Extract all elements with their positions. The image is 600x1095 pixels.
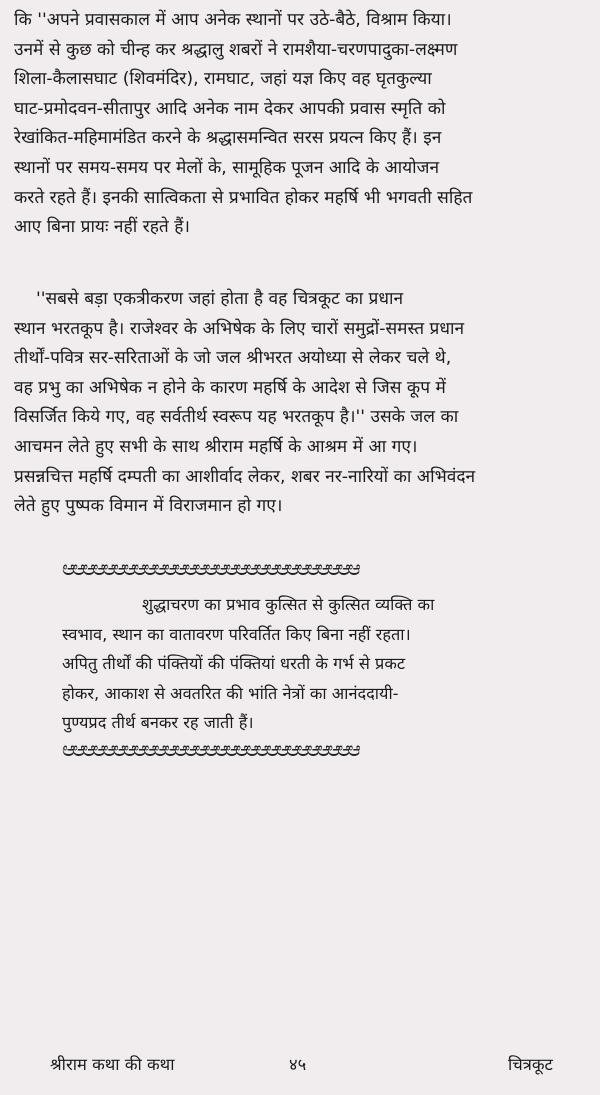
text-line: स्थानों पर समय-समय पर मेलों के, सामूहिक पूजन आदि के आयोजन: [14, 157, 440, 178]
footer-chapter: चित्रकूट: [508, 1055, 553, 1074]
quote-line: स्वभाव, स्थान का वातावरण परिवर्तित किए बिना नहीं रहता।: [62, 624, 411, 644]
text-line: विसर्जित किये गए, वह सर्वतीर्थ स्वरूप यह भरतकूप है।'' उसके जल का: [14, 407, 459, 428]
text-line: आए बिना प्रायः नहीं रहते हैं।: [14, 217, 190, 238]
text-line: तीर्थों-पवित्र सर-सरिताओं के जो जल श्रीभरत अयोध्या से लेकर चले थे,: [14, 348, 452, 369]
paragraph-1: [14, 6, 594, 243]
ornamental-border-bottom: ಆಆಆಆಆಆಆಆಆಆಆಆಆಆಆಆಆಆಆಆಆಆಆಆಆಆಆಆಆ: [62, 738, 358, 760]
text-line: स्थान भरतकूप है। राजेश्वर के अभिषेक के लिए चारों समुद्रों-समस्त प्रधान: [14, 318, 465, 339]
quote-line: पुण्यप्रद तीर्थ बनकर रह जाती हैं।: [62, 713, 254, 732]
quote-line: होकर, आकाश से अवतरित की भांति नेत्रों का आनंददायी-: [62, 683, 399, 703]
paragraph-2: [14, 285, 594, 522]
text-line: करते रहते हैं। इनकी सात्विकता से प्रभावित होकर महर्षि भी भगवती सहित: [14, 187, 473, 208]
text-line: वह प्रभु का अभिषेक न होने के कारण महर्षि के आदेश से जिस कूप में: [14, 377, 446, 398]
quote-line: शुद्धाचरण का प्रभाव कुत्सित से कुत्सित व्यक्ति का: [142, 595, 435, 614]
footer-page-number: ४५: [289, 1055, 307, 1074]
text-line: उनमें से कुछ को चीन्ह कर श्रद्धालु शबरों ने रामशैया-चरणपादुका-लक्ष्मण: [14, 39, 458, 60]
text-line: रेखांकित-महिमामंडित करने के श्रद्धासमन्वित सरस प्रयत्न किए हैं। इन: [14, 128, 442, 149]
highlighted-quote: [62, 590, 542, 738]
text-line: कि ''अपने प्रवासकाल में आप अनेक स्थानों पर उठे-बैठे, विश्राम किया।: [14, 10, 452, 30]
text-line: प्रसन्नचित्त महर्षि दम्पती का आशीर्वाद लेकर, शबर नर-नारियों का अभिवंदन: [14, 466, 476, 487]
footer-book-title: श्रीराम कथा की कथा: [50, 1055, 175, 1074]
text-line: आचमन लेते हुए सभी के साथ श्रीराम महर्षि के आश्रम में आ गए।: [14, 436, 418, 457]
ornamental-border-top: ಆಆಆಆಆಆಆಆಆಆಆಆಆಆಆಆಆಆಆಆಆಆಆಆಆಆಆಆಆ: [62, 557, 358, 579]
text-line: घाट-प्रमोदवन-सीतापुर आदि अनेक नाम देकर आपकी प्रवास स्मृति को: [14, 98, 446, 119]
quote-line: अपितु तीर्थों की पंक्तियों की पंक्तियां धरती के गर्भ से प्रकट: [62, 654, 406, 673]
text-line: लेते हुए पुष्पक विमान में विराजमान हो गए।: [14, 496, 283, 517]
text-line: ''सबसे बड़ा एकत्रीकरण जहां होता है वह चित्रकूट का प्रधान: [14, 289, 404, 309]
text-line: शिला-कैलासघाट (शिवमंदिर), रामघाट, जहां यज्ञ किए वह घृतकुल्या: [14, 69, 432, 90]
